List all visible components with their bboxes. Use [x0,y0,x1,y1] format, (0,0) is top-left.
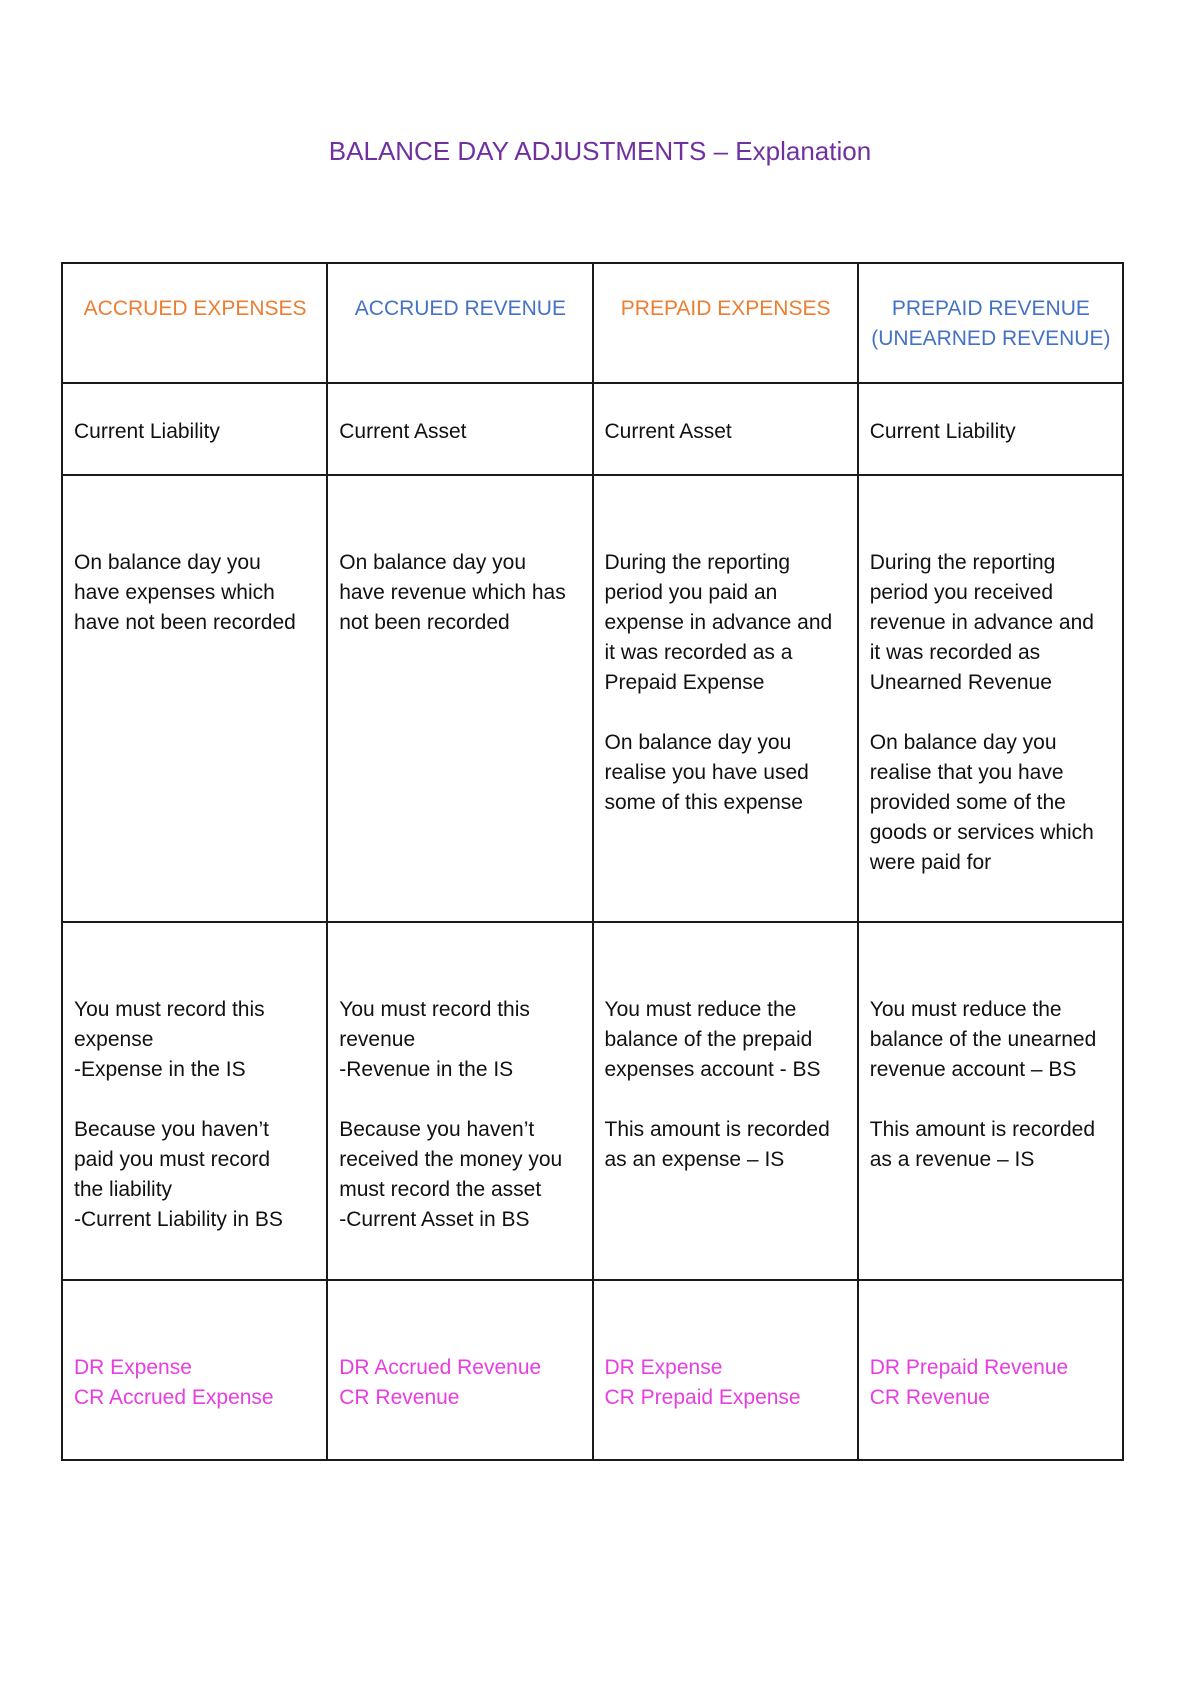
action-line: the liability [74,1178,173,1201]
situation-paragraph [605,728,847,818]
title-subtitle: Explanation [735,136,872,166]
classification-cell [327,383,592,475]
column-header-line: ACCRUED EXPENSES [83,297,307,320]
action-line: -Current Liability in BS [74,1208,283,1231]
situation-line: period you paid an [604,581,778,604]
classification-row [62,383,1123,475]
classification-text: Current Asset [339,420,467,443]
situation-cell [858,475,1123,922]
situation-paragraph [870,548,1112,698]
situation-cell [593,475,858,922]
journal-entry-line: CR Accrued Expense [74,1386,274,1409]
journal-entry-line: CR Prepaid Expense [604,1386,801,1409]
action-line: revenue [339,1028,416,1051]
action-line: This amount is recorded [869,1118,1096,1141]
action-paragraph [605,995,847,1085]
action-line: balance of the unearned [869,1028,1097,1051]
classification-cell [593,383,858,475]
journal-entry-line: CR Revenue [339,1386,460,1409]
action-line: This amount is recorded [604,1118,830,1141]
situation-line: On balance day you [869,731,1057,754]
situation-line: have revenue which has [339,581,566,604]
situation-line: realise that you have [869,761,1064,784]
action-paragraph [870,995,1112,1085]
action-line: balance of the prepaid [604,1028,813,1051]
situation-paragraph [605,548,847,698]
situation-paragraph [74,548,316,638]
action-line: as a revenue – IS [869,1148,1035,1171]
action-paragraph [74,1115,316,1235]
situation-paragraph [339,548,581,638]
situation-line: some of this expense [604,791,803,814]
journal-entry-line: DR Expense [74,1356,192,1379]
situation-line: not been recorded [339,611,510,634]
situation-line: period you received [869,581,1054,604]
situation-line: Unearned Revenue [869,671,1052,694]
action-line: received the money you [339,1148,563,1171]
situation-line: expense in advance and [604,611,833,634]
situation-line: Prepaid Expense [604,671,765,694]
column-header-line: PREPAID REVENUE [891,297,1090,320]
journal-entry-line: DR Accrued Revenue [339,1356,542,1379]
journal-entry-cell [858,1280,1123,1460]
column-header-line: (UNEARNED REVENUE) [871,327,1111,350]
action-line: as an expense – IS [604,1148,785,1171]
action-line: -Revenue in the IS [339,1058,514,1081]
action-paragraph [74,995,316,1085]
column-header-cell [593,263,858,383]
situation-line: have expenses which [74,581,275,604]
action-line: You must reduce the [869,998,1062,1021]
action-line: You must record this [339,998,530,1021]
situation-line: have not been recorded [74,611,296,634]
action-line: must record the asset [339,1178,542,1201]
situation-line: On balance day you [74,551,261,574]
action-line: You must record this [74,998,265,1021]
header-row [62,263,1123,383]
situation-line: were paid for [869,851,992,874]
journal-entry-cell [327,1280,592,1460]
situation-line: realise you have used [604,761,809,784]
column-header-cell [858,263,1123,383]
action-paragraph [870,1115,1112,1175]
situation-line: it was recorded as [869,641,1041,664]
title-separator: – [706,136,736,166]
situation-line: goods or services which [869,821,1094,844]
action-line: Because you haven’t [74,1118,269,1141]
action-line: paid you must record [74,1148,271,1171]
situation-line: provided some of the [869,791,1066,814]
classification-text: Current Asset [604,420,732,443]
action-line: You must reduce the [604,998,797,1021]
action-row [62,922,1123,1280]
situation-row [62,475,1123,922]
action-cell [593,922,858,1280]
action-cell [327,922,592,1280]
action-cell [858,922,1123,1280]
column-header-cell [62,263,327,383]
situation-paragraph [870,728,1112,878]
adjustments-table [61,262,1124,1461]
journal-entry-line: DR Expense [604,1356,723,1379]
situation-cell [62,475,327,922]
title-main: BALANCE DAY ADJUSTMENTS [328,136,707,166]
action-cell [62,922,327,1280]
column-header-cell [327,263,592,383]
action-line: revenue account – BS [869,1058,1077,1081]
journal-row [62,1280,1123,1460]
journal-entry-cell [593,1280,858,1460]
situation-line: it was recorded as a [604,641,793,664]
situation-line: On balance day you [604,731,792,754]
action-line: -Current Asset in BS [339,1208,530,1231]
situation-line: revenue in advance and [869,611,1094,634]
journal-entry-line: CR Revenue [869,1386,990,1409]
action-paragraph [339,1115,581,1235]
journal-entry-cell [62,1280,327,1460]
action-paragraph [605,1115,847,1175]
classification-text: Current Liability [74,420,220,443]
classification-cell [858,383,1123,475]
journal-entry-line: DR Prepaid Revenue [869,1356,1069,1379]
situation-line: During the reporting [869,551,1056,574]
column-header-line: PREPAID EXPENSES [620,297,831,320]
page-title [0,136,1200,167]
situation-line: On balance day you [339,551,527,574]
situation-cell [327,475,592,922]
classification-cell [62,383,327,475]
column-header-line: ACCRUED REVENUE [354,297,566,320]
action-line: expenses account - BS [604,1058,821,1081]
classification-text: Current Liability [869,420,1016,443]
action-line: -Expense in the IS [74,1058,246,1081]
action-line: expense [74,1028,154,1051]
situation-line: During the reporting [604,551,791,574]
action-line: Because you haven’t [339,1118,535,1141]
action-paragraph [339,995,581,1085]
